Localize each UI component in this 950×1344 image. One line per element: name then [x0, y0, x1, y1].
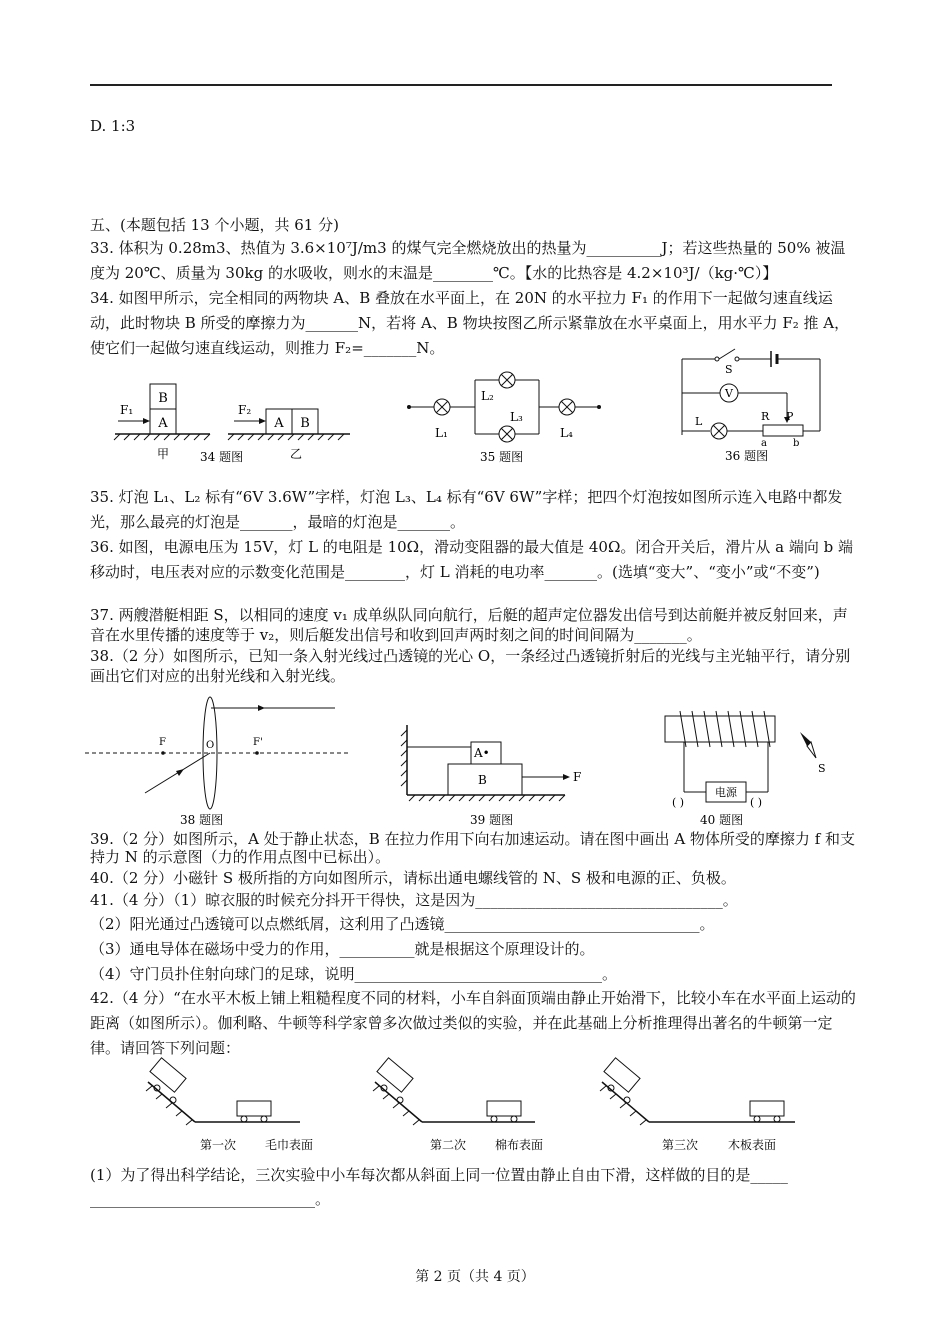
question-37: 37. 两艘潜艇相距 S，以相同的速度 v₁ 成单纵队同向航行，后艇的超声定位器发出信号到达前艇并被反射回来，声音在水里传播的速度等于 v₂，则后艇发出信号和收到回声两时刻之间的时间间隔为_______。	[90, 606, 848, 644]
fig34-label-jia: 甲	[157, 447, 170, 461]
fig38-o: O	[206, 740, 215, 751]
question-42: 42.（4 分）“在水平木板上铺上粗糙程度不同的材料，小车自斜面顶端由静止开始滑下，比较小车在水平面上运动的距离（如图所示）。伽利略、牛顿等科学家曾多次做过类似的实验，并在此基础上分析推理得出著名的牛顿第一定律。请回答下列问题：	[90, 989, 856, 1057]
fig36-caption: 36 题图	[725, 449, 769, 463]
fig40-paren-left: ( )	[672, 796, 685, 809]
ramp-2-surface: 棉布表面	[495, 1138, 544, 1152]
question-38: 38.（2 分）如图所示，已知一条入射光线过凸透镜的光心 O，一条经过凸透镜折射后的光线与主光轴平行，请分别画出它们对应的出射光线和入射光线。	[90, 647, 851, 685]
question-40: 40.（2 分）小磁针 S 极所指的方向如图所示，请标出通电螺线管的 N、S 极和电源的正、负极。	[90, 869, 736, 887]
fig40-source: 电源	[715, 786, 737, 799]
fig35-l3: L₃	[510, 410, 523, 424]
question-36: 36. 如图，电源电压为 15V，灯 L 的电阻是 10Ω，滑动变阻器的最大值是 40Ω。闭合开关后，滑片从 a 端向 b 端移动时，电压表对应的示数变化范围是________，灯 L 消耗的电功率_______。(选填“变大”、“变小”或“不变”)	[90, 538, 854, 581]
fig39-a: A•	[474, 746, 490, 760]
question-35: 35. 灯泡 L₁、L₂ 标有“6V 3.6W”字样，灯泡 L₃、L₄ 标有“6V 6W”字样；把四个灯泡按如图所示连入电路中都发光，那么最亮的灯泡是_______，最暗的灯泡是_______。	[90, 488, 843, 531]
fig34-caption: 34 题图	[200, 450, 244, 464]
question-42-1a: (1）为了得出科学结论，三次实验中小车每次都从斜面上同一位置由静止自由下滑，这样做的目的是_____	[90, 1166, 788, 1184]
fig35-l4: L₄	[560, 426, 573, 440]
header-rule	[90, 84, 832, 86]
fig40-caption: 40 题图	[700, 813, 744, 827]
question-41-4: （4）守门员扑住射向球门的足球，说明_________________________________。	[90, 965, 618, 983]
fig39-f: F	[573, 770, 582, 784]
question-41-1: 41.（4 分）（1）晾衣服的时候充分抖开干得快，这是因为_________________________________。	[90, 891, 738, 909]
page-footer: 第 2 页（共 4 页）	[415, 1269, 535, 1285]
ramp-2-label: 第二次	[430, 1138, 467, 1152]
fig35-l1: L₁	[435, 426, 448, 440]
fig34-f1: F₁	[120, 403, 134, 417]
fig34-f2: F₂	[238, 403, 252, 417]
fig34-block-b: B	[158, 391, 168, 406]
figure-42-ramps	[140, 1060, 820, 1160]
ramp-1-surface: 毛巾表面	[265, 1138, 314, 1152]
question-42-1b: ______________________________。	[90, 1190, 331, 1208]
fig36-a: a	[761, 438, 767, 449]
ramp-3	[600, 1058, 795, 1152]
fig35-l2: L₂	[481, 389, 494, 403]
option-d: D. 1:3	[90, 117, 136, 135]
ramp-1-label: 第一次	[200, 1138, 237, 1152]
fig38-f: F	[159, 737, 166, 748]
figure-34	[110, 378, 370, 468]
question-33: 33. 体积为 0.28m3、热值为 3.6×10⁷J/m3 的煤气完全燃烧放出的热量为__________J；若这些热量的 50% 被温度为 20℃、质量为 30kg 的水吸收，则水的末温是________℃。【水的比热容是 4.2×10³J/（kg·℃）】	[90, 239, 846, 282]
fig36-b: b	[793, 438, 800, 449]
section-title: 五、(本题包括 13 个小题，共 61 分)	[90, 216, 339, 234]
figure-36	[675, 345, 835, 467]
ramp-2	[373, 1058, 543, 1152]
ramp-1	[146, 1058, 313, 1152]
fig36-r: R	[761, 410, 770, 423]
question-41-2: （2）阳光通过凸透镜可以点燃纸屑，这利用了凸透镜__________________________________。	[90, 915, 715, 933]
fig36-v: V	[725, 387, 733, 400]
figure-38	[80, 690, 360, 830]
question-39: 39.（2 分）如图所示，A 处于静止状态，B 在拉力作用下向右加速运动。请在图中画出 A 物体所受的摩擦力 f 和支持力 N 的示意图（力的作用点图中已标出）。	[90, 830, 856, 866]
figure-40	[660, 708, 840, 830]
fig40-s: S	[818, 762, 826, 775]
fig40-paren-right: ( )	[750, 796, 763, 809]
fig36-l: L	[695, 415, 703, 428]
fig34-block-a: A	[158, 416, 168, 431]
fig35-caption: 35 题图	[480, 450, 524, 464]
fig39-b: B	[478, 773, 487, 787]
question-41-3: （3）通电导体在磁场中受力的作用，__________就是根据这个原理设计的。	[90, 940, 595, 958]
fig34-yi-a: A	[274, 416, 284, 431]
fig39-caption: 39 题图	[470, 813, 514, 827]
ramp-3-surface: 木板表面	[728, 1138, 777, 1152]
figure-35	[405, 370, 605, 465]
fig38-caption: 38 题图	[180, 813, 224, 827]
fig38-f-prime: F'	[253, 737, 263, 748]
fig36-p: P	[786, 410, 794, 423]
ramp-3-label: 第三次	[662, 1138, 699, 1152]
fig34-label-yi: 乙	[290, 447, 303, 461]
fig34-yi-b: B	[300, 416, 310, 431]
fig36-s: S	[725, 363, 733, 376]
question-34: 34. 如图甲所示，完全相同的两物块 A、B 叠放在水平面上，在 20N 的水平拉力 F₁ 的作用下一起做匀速直线运动，此时物块 B 所受的摩擦力为_______N，若将 A、B 物块按图乙所示紧靠放在水平桌面上，用水平力 F₂ 推 A，使它们一起做匀速直线运动，则推力 F₂=_______N。	[90, 289, 850, 357]
figure-39	[400, 720, 600, 830]
